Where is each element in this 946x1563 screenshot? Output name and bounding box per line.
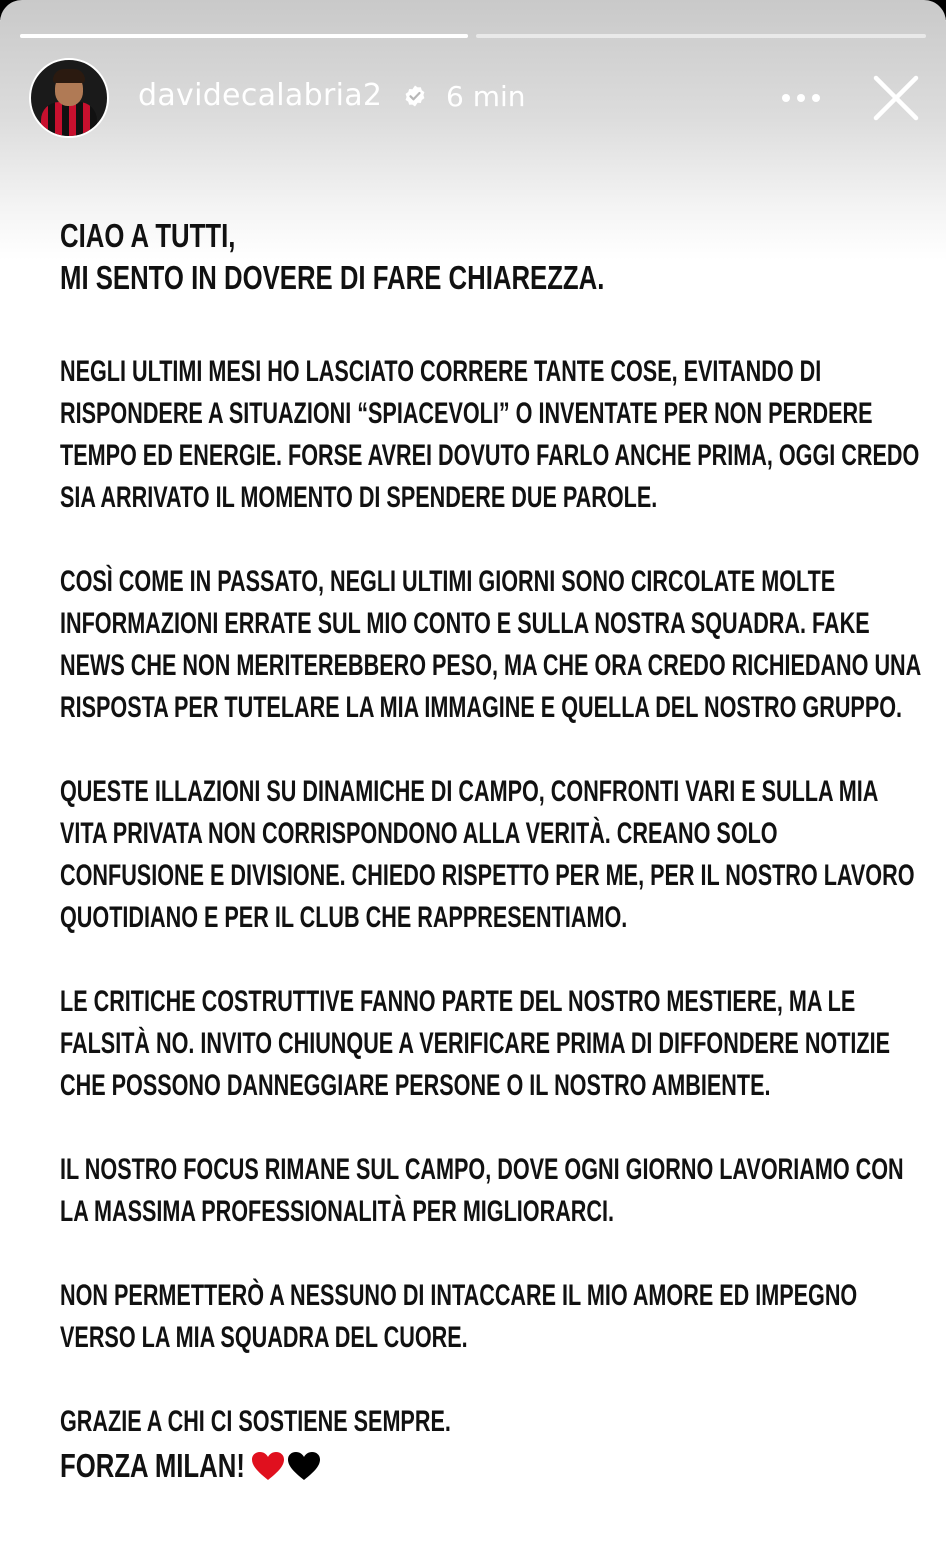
- close-icon[interactable]: [870, 72, 922, 124]
- paragraph: [60, 771, 915, 939]
- verified-badge-icon: [403, 84, 427, 108]
- closing: [60, 1401, 900, 1489]
- paragraph: [60, 981, 900, 1107]
- paragraph-line: FALSITÀ NO. INVITO CHIUNQUE A VERIFICARE PRIMA DI DIFFONDERE NOTIZIE: [60, 1027, 891, 1060]
- paragraph-line: VITA PRIVATA NON CORRISPONDONO ALLA VERITÀ. CREANO SOLO: [60, 817, 778, 850]
- signoff: [60, 1443, 900, 1489]
- paragraph: [60, 1149, 904, 1233]
- paragraph-line: RISPOSTA PER TUTELARE LA MIA IMMAGINE E QUELLA DEL NOSTRO GRUPPO.: [60, 691, 903, 724]
- paragraph-line: LA MASSIMA PROFESSIONALITÀ PER MIGLIORARCI.: [60, 1195, 615, 1228]
- red-heart-icon: [251, 1451, 285, 1481]
- story-progress-segment: [20, 34, 468, 38]
- paragraph-line: CHE POSSONO DANNEGGIARE PERSONE O IL NOSTRO AMBIENTE.: [60, 1069, 771, 1102]
- paragraph-line: NON PERMETTERÒ A NESSUNO DI INTACCARE IL MIO AMORE ED IMPEGNO: [60, 1279, 858, 1312]
- paragraph-line: QUOTIDIANO E PER IL CLUB CHE RAPPRESENTIAMO.: [60, 901, 628, 934]
- paragraph-line: VERSO LA MIA SQUADRA DEL CUORE.: [60, 1321, 468, 1354]
- avatar[interactable]: [29, 58, 109, 138]
- paragraph-line: COSÌ COME IN PASSATO, NEGLI ULTIMI GIORNI SONO CIRCOLATE MOLTE: [60, 565, 836, 598]
- avatar-shirt: [41, 102, 97, 138]
- paragraph-line: QUESTE ILLAZIONI SU DINAMICHE DI CAMPO, CONFRONTI VARI E SULLA MIA: [60, 775, 879, 808]
- paragraph-line: CONFUSIONE E DIVISIONE. CHIEDO RISPETTO PER ME, PER IL NOSTRO LAVORO: [60, 859, 915, 892]
- paragraph: [60, 1275, 900, 1359]
- paragraph-line: IL NOSTRO FOCUS RIMANE SUL CAMPO, DOVE OGNI GIORNO LAVORIAMO CON: [60, 1153, 904, 1186]
- greeting-line: MI SENTO IN DOVERE DI FARE CHIAREZZA.: [60, 259, 605, 296]
- username-link[interactable]: davidecalabria2: [138, 78, 383, 113]
- paragraph-line: NEGLI ULTIMI MESI HO LASCIATO CORRERE TANTE COSE, EVITANDO DI: [60, 355, 822, 388]
- post-time: 6 min: [446, 80, 526, 113]
- paragraph-line: LE CRITICHE COSTRUTTIVE FANNO PARTE DEL NOSTRO MESTIERE, MA LE: [60, 985, 856, 1018]
- story-progress-fill: [20, 34, 468, 38]
- paragraph-line: TEMPO ED ENERGIE. FORSE AVREI DOVUTO FARLO ANCHE PRIMA, OGGI CREDO: [60, 439, 920, 472]
- avatar-hair: [53, 69, 85, 83]
- story-progress-segment: [476, 34, 926, 38]
- greeting: [60, 215, 900, 299]
- paragraph: [60, 351, 920, 519]
- paragraph-line: NEWS CHE NON MERITEREBBERO PESO, MA CHE ORA CREDO RICHIEDANO UNA: [60, 649, 922, 682]
- paragraph: [60, 561, 922, 729]
- paragraph-line: RISPONDERE A SITUAZIONI “SPIACEVOLI” O INVENTATE PER NON PERDERE: [60, 397, 873, 430]
- story-progress-bar: [20, 34, 926, 38]
- more-options-icon[interactable]: [776, 80, 826, 116]
- hearts: [251, 1451, 321, 1481]
- story-text-card: [60, 215, 922, 1489]
- closing-line: GRAZIE A CHI CI SOSTIENE SEMPRE.: [60, 1405, 451, 1438]
- paragraph-line: SIA ARRIVATO IL MOMENTO DI SPENDERE DUE PAROLE.: [60, 481, 658, 514]
- signoff-text: FORZA MILAN!: [60, 1447, 245, 1484]
- paragraph-line: INFORMAZIONI ERRATE SUL MIO CONTO E SULLA NOSTRA SQUADRA. FAKE: [60, 607, 870, 640]
- black-heart-icon: [287, 1451, 321, 1481]
- greeting-line: CIAO A TUTTI,: [60, 217, 236, 254]
